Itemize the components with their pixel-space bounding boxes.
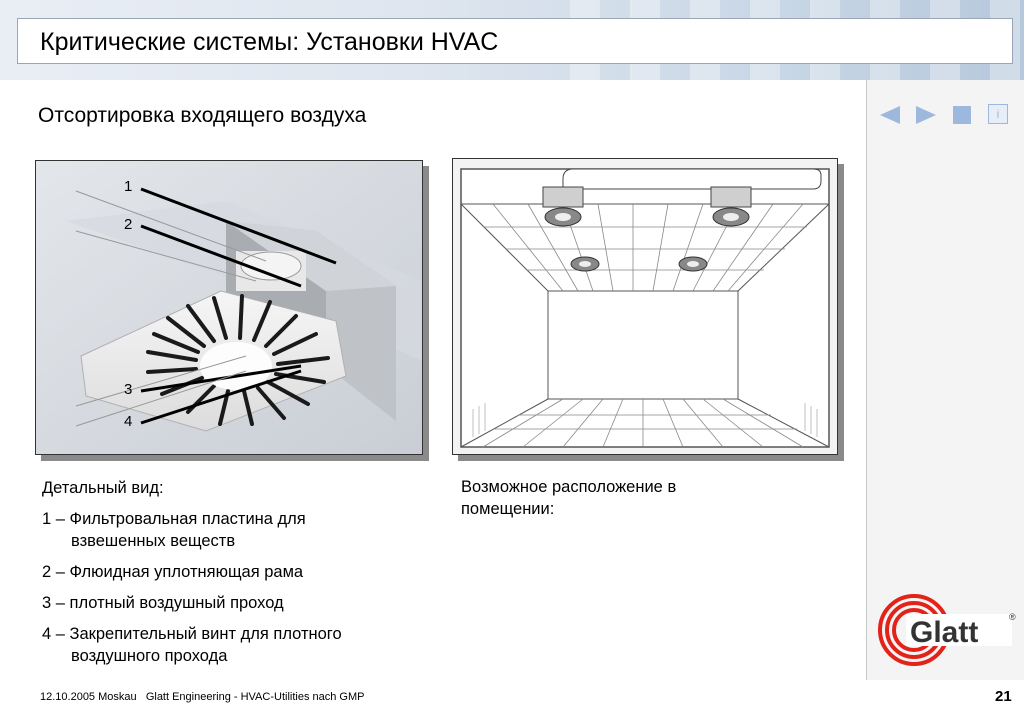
footer-info (40, 691, 364, 703)
slide-title: Критические системы: Установки HVAC (40, 28, 499, 56)
title-box (17, 18, 1013, 64)
detail-item-4: 4 – Закрепительный винт для плотного (42, 625, 342, 643)
diffuser-detail-figure (35, 160, 423, 455)
callout-2: 2 (124, 216, 133, 233)
detail-item-4-cont: воздушного прохода (71, 647, 228, 665)
home-icon[interactable] (951, 104, 973, 126)
footer-source: Glatt Engineering - HVAC-Utilities nach GMP (145, 691, 365, 703)
detail-item-1: 1 – Фильтровальная пластина для (42, 510, 306, 528)
info-icon[interactable] (988, 104, 1008, 124)
detail-caption (42, 477, 442, 667)
glatt-logo (876, 592, 1020, 668)
detail-heading: Детальный вид: (42, 479, 164, 497)
room-layout-figure (452, 158, 838, 455)
callout-1: 1 (124, 178, 133, 195)
slide-navigation (878, 104, 1010, 126)
detail-item-3: 3 – плотный воздушный проход (42, 594, 284, 612)
prev-icon[interactable] (878, 104, 902, 126)
room-caption (461, 476, 761, 520)
logo-text: Glatt (910, 616, 979, 649)
right-panel (866, 80, 1024, 680)
info-label: i (996, 107, 1000, 121)
room-caption-line-1: Возможное расположение в (461, 478, 677, 496)
footer-date: 12.10.2005 Moskau (40, 691, 137, 703)
room-illustration (453, 159, 837, 454)
room-caption-line-2: помещении: (461, 500, 555, 518)
page-number: 21 (995, 688, 1012, 705)
slide-subtitle: Отсортировка входящего воздуха (38, 104, 367, 127)
logo-registered-mark: ® (1009, 612, 1016, 622)
callout-4: 4 (124, 413, 133, 430)
next-icon[interactable] (914, 104, 938, 126)
detail-item-1-cont: взвешенных веществ (71, 532, 236, 550)
diffuser-illustration (36, 161, 422, 454)
detail-item-2: 2 – Флюидная уплотняющая рама (42, 563, 304, 581)
callout-3: 3 (124, 381, 133, 398)
